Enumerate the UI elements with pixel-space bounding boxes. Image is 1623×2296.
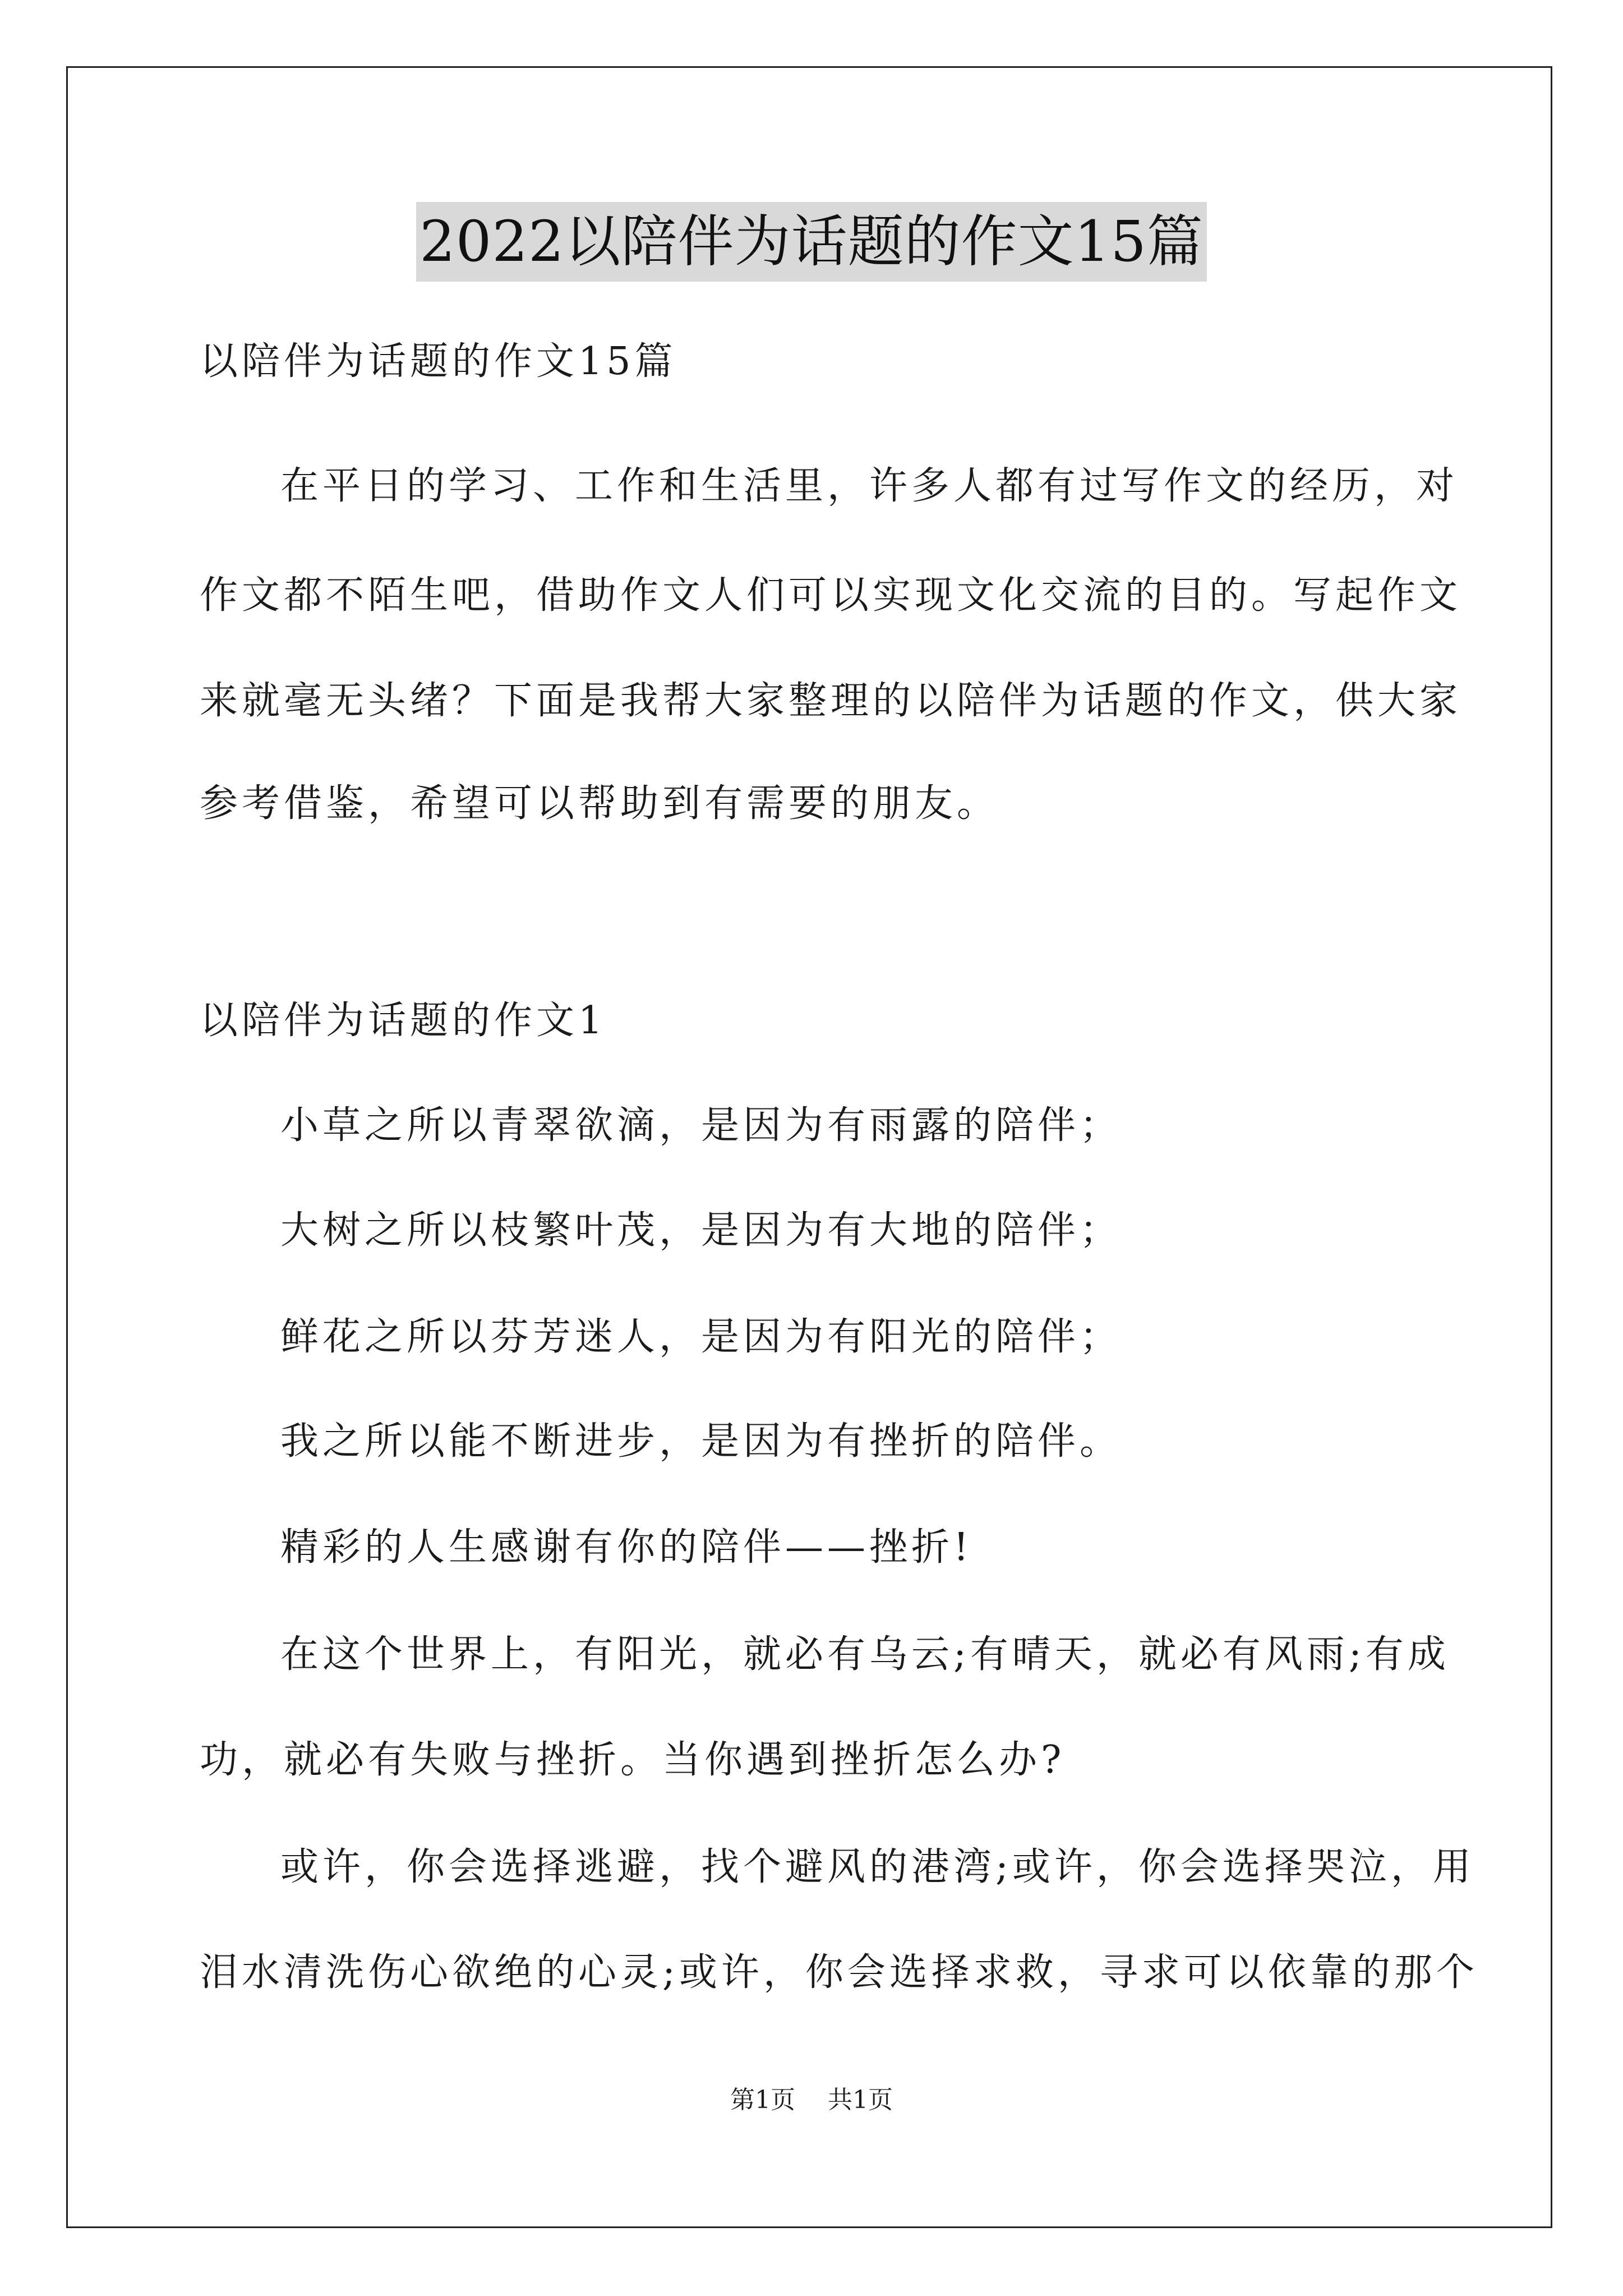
body-line-7: 功，就必有失败与挫折。当你遇到挫折怎么办? [200, 1738, 1066, 1782]
body-line-2: 大树之所以枝繁叶茂，是因为有大地的陪伴； [280, 1208, 1122, 1253]
body-line-1: 小草之所以青翠欲滴，是因为有雨露的陪伴； [280, 1103, 1122, 1148]
intro-line-3: 来就毫无头绪？下面是我帮大家整理的以陪伴为话题的作文，供大家 [200, 679, 1462, 723]
page-footer [0, 2083, 1623, 2117]
body-line-3: 鲜花之所以芬芳迷人，是因为有阳光的陪伴； [280, 1315, 1122, 1359]
body-line-6: 在这个世界上，有阳光，就必有乌云;有晴天，就必有风雨;有成 [280, 1632, 1450, 1677]
intro-line-2: 作文都不陌生吧，借助作文人们可以实现文化交流的目的。写起作文 [200, 573, 1462, 618]
body-line-9: 泪水清洗伤心欲绝的心灵;或许，你会选择求救，寻求可以依靠的那个 [200, 1950, 1478, 1995]
section-heading: 以陪伴为话题的作文1 [200, 999, 607, 1043]
subtitle-line: 以陪伴为话题的作文15篇 [200, 339, 677, 384]
body-line-4: 我之所以能不断进步，是因为有挫折的陪伴。 [280, 1419, 1122, 1464]
page-number: 第1页 [730, 2086, 795, 2114]
body-line-8: 或许，你会选择逃避，找个避风的港湾;或许，你会选择哭泣，用 [280, 1845, 1475, 1889]
page-total: 共1页 [828, 2086, 893, 2114]
body-line-5: 精彩的人生感谢有你的陪伴——挫折! [280, 1525, 973, 1570]
intro-line-1: 在平日的学习、工作和生活里，许多人都有过写作文的经历，对 [280, 464, 1459, 508]
title-block [0, 202, 1623, 282]
intro-line-4: 参考借鉴，希望可以帮助到有需要的朋友。 [200, 781, 999, 826]
document-title: 2022以陪伴为话题的作文15篇 [416, 202, 1207, 282]
